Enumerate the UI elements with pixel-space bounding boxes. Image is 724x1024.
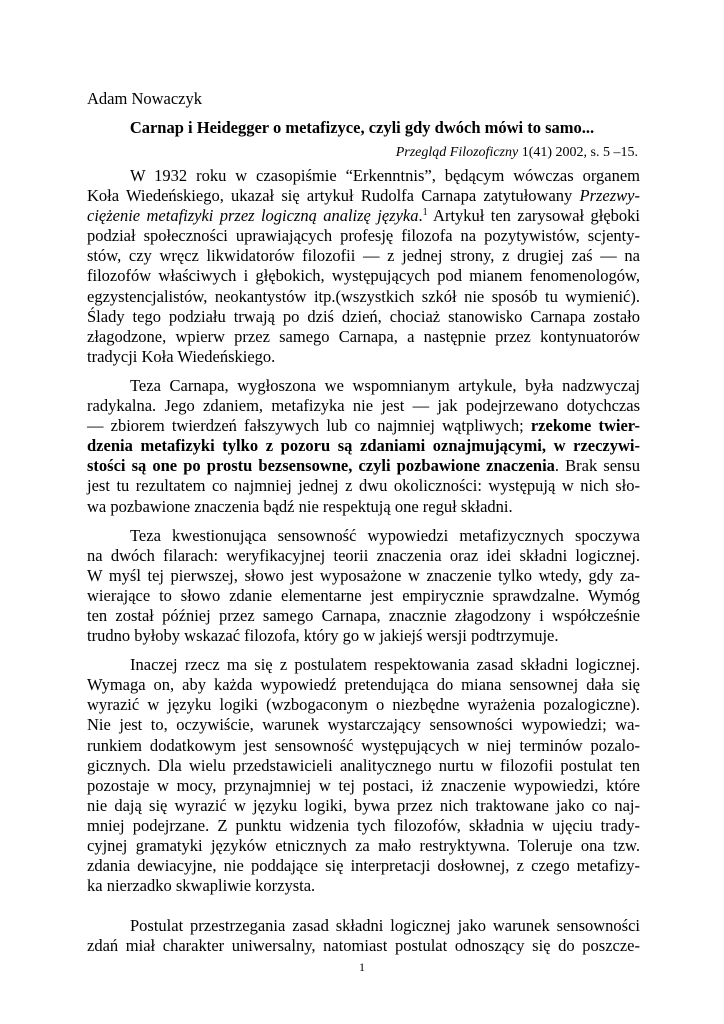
text-line: stości są one po prostu bezsensowne, czyli pozbawione znaczenia. Brak sensu bbox=[87, 456, 640, 476]
text-line: egzystencjalistów, neokantystów itp.(wszystkich szkół nie sposób tu wymienić). bbox=[87, 286, 640, 306]
text-line: Teza kwestionująca sensowność wypowiedzi metafizycznych spoczywa bbox=[130, 525, 640, 545]
journal-name: Przegląd Filozoficzny bbox=[395, 145, 519, 160]
text-line: stów, czy wręcz likwidatorów filozofii — z jednej strony, z drugiej zaś — na bbox=[87, 246, 640, 266]
text-line: na dwóch filarach: weryfikacyjnej teorii znaczenia oraz idei składni logicznej. bbox=[87, 545, 640, 565]
text-line: Inaczej rzecz ma się z postulatem respektowania zasad składni logicznej. bbox=[130, 655, 640, 675]
text-line: trudno byłoby wskazać filozofa, który go w jakiejś wersji podtrzymuje. bbox=[87, 626, 559, 646]
text-line: jest tu rezultatem co najmniej jednej z dwu okoliczności: występują w nich sło- bbox=[87, 476, 640, 496]
text-line: radykalna. Jego zdaniem, metafizyka nie jest — jak podejrzewano dotychczas bbox=[87, 396, 640, 416]
text-line: ten został później przez samego Carnapa, znacznie złagodzony i współcześnie bbox=[87, 605, 640, 625]
author-name: Adam Nowaczyk bbox=[87, 89, 203, 108]
text-line: wierające to słowo zdanie elementarne jest empirycznie sprawdzalne. Wymóg bbox=[87, 585, 640, 605]
text-line: Wymaga on, aby każda wypowiedź pretendująca do miana sensownej dała się bbox=[87, 675, 640, 695]
paragraph-2 bbox=[87, 376, 640, 517]
text-line: W 1932 roku w czasopiśmie “Erkenntnis”, będącym wówczas organem bbox=[130, 166, 640, 185]
paragraph-5 bbox=[87, 916, 640, 956]
citation-details: 1(41) 2002, s. 5 –15. bbox=[521, 145, 638, 160]
text-line: nie dają się wyrazić w języku logiki, bywa przez nich traktowane jako co naj- bbox=[87, 795, 640, 815]
text-line: tradycji Koła Wiedeńskiego. bbox=[87, 346, 276, 366]
text-line: pozostaje w mocy, przynajmniej w tej postaci, iż znaczenie wypowiedzi, które bbox=[87, 775, 640, 795]
text-line: runkiem dodatkowym jest sensowność występujących w niej terminów pozalo- bbox=[87, 735, 640, 755]
paragraph-1 bbox=[87, 166, 640, 367]
text-line: podział społeczności uprawiających profesję filozofa na pozytywistów, scjenty- bbox=[87, 226, 640, 246]
text-line: gicznych. Dla wielu przedstawicieli analitycznego nurtu w filozofii postulat ten bbox=[87, 755, 640, 775]
text-line: cyjnej gramatyki języków etnicznych za mało restryktywna. Toleruje ona tzw. bbox=[87, 836, 640, 855]
text-line: Nie jest to, oczywiście, warunek wystarczający sensowności wypowiedzi; wa- bbox=[87, 715, 640, 735]
text-line: dzenia metafizyki tylko z pozoru są zdaniami oznajmującymi, w rzeczywi- bbox=[87, 436, 640, 456]
text-line: filozofów właściwych i głębokich, występujących pod mianem fenomenologów, bbox=[87, 266, 640, 286]
text-line: zdania dewiacyjne, nie poddające się interpretacji dosłownej, z czego metafizy- bbox=[87, 856, 640, 876]
text-line: Teza Carnapa, wygłoszona we wspomnianym artykule, była nadzwyczaj bbox=[130, 375, 640, 395]
paragraph-3 bbox=[87, 526, 640, 647]
text-line: Ślady tego podziału trwają po dziś dzień, chociaż stanowisko Carnapa zostało bbox=[87, 306, 640, 326]
text-line: Koła Wiedeńskiego, ukazał się artykuł Rudolfa Carnapa zatytułowany Przezwy- bbox=[87, 186, 640, 206]
text-line: Postulat przestrzegania zasad składni logicznej jako warunek sensowności bbox=[130, 916, 640, 936]
text-line: ciężenie metafizyki przez logiczną analizę języka.$^1$ Artykuł ten zarysował głęboki bbox=[87, 206, 640, 226]
text-line: ka nierzadko skwapliwie korzysta. bbox=[87, 876, 316, 896]
text-line: W myśl tej pierwszej, słowo jest wyposażone w znaczenie tylko wtedy, gdy za- bbox=[87, 565, 640, 585]
text-line: złagodzone, wpierw przez samego Carnapa, a następnie przez kontynuatorów bbox=[87, 326, 640, 346]
text-line: wa pozbawione znaczenia bądź nie respektują one reguł składni. bbox=[87, 496, 513, 516]
text-line: — zbiorem twierdzeń fałszywych lub co najmniej wątpliwych; rzekome twier- bbox=[87, 416, 640, 436]
footnote-marker: 1 bbox=[422, 207, 428, 219]
article-body bbox=[87, 166, 640, 956]
text-line: zdań miał charakter uniwersalny, natomiast postulat odnoszący się do poszcze- bbox=[87, 936, 640, 956]
paragraph-4 bbox=[87, 655, 640, 896]
article-title: Carnap i Heidegger o metafizyce, czyli gdy dwóch mówi to samo... bbox=[129, 118, 595, 137]
citation bbox=[396, 144, 638, 162]
text-line: wyrazić w języku logiki (wzbogaconym o niezbędne wyrażenia pozalogiczne). bbox=[87, 695, 640, 715]
text-line: mniej podejrzane. Z punktu widzenia tych filozofów, składnia w ujęciu trady- bbox=[87, 815, 640, 835]
page-number: 1 bbox=[359, 960, 365, 974]
